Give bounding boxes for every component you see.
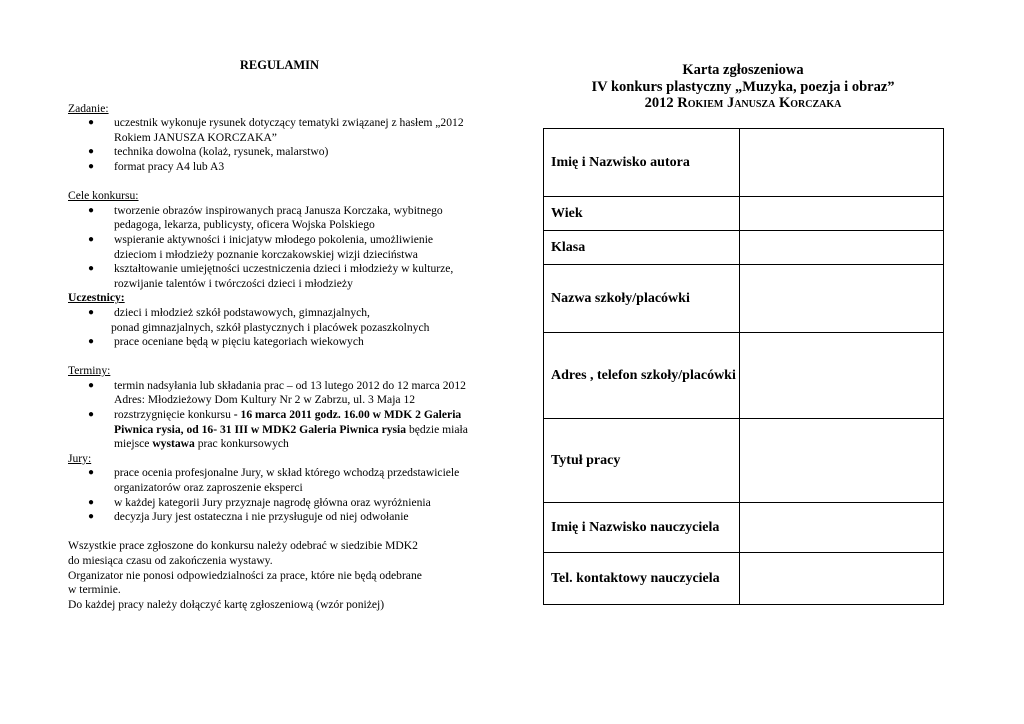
uczestnicy-continuation: ponad gimnazjalnych, szkół plastycznych i placówek pozaszkolnych [111,320,430,334]
list-item: ● rozstrzygnięcie konkursu - 16 marca 2011 godz. 16.00 w MDK 2 Galeria Piwnica rysia, od 16- 31 III w MDK2 Galeria Piwnica rysia będzie miała miejsce wystawa prac konkursowych [88,408,468,451]
bullet-icon: ● [88,146,95,158]
form-row [544,197,944,231]
entry-form-table [543,128,944,605]
form-field-value[interactable] [740,419,944,503]
form-field-value[interactable] [740,553,944,605]
regulamin-column [68,58,508,612]
form-row [544,333,944,419]
bullet-icon: ● [88,409,95,421]
jury-heading: Jury: [68,451,92,465]
form-field-label: Adres , telefon szkoły/placówki [544,333,740,419]
form-field-value[interactable] [740,265,944,333]
list-item: ● technika dowolna (kolaż, rysunek, malarstwo) [88,145,329,159]
bullet-icon: ● [88,496,95,508]
cele-heading: Cele konkursu: [68,189,139,203]
form-field-label: Nazwa szkoły/placówki [544,265,740,333]
form-field-label: Tytuł pracy [544,419,740,503]
bullet-icon: ● [88,117,95,129]
list-item: ● prace oceniane będą w pięciu kategoriach wiekowych [88,335,364,349]
list-item: ● format pracy A4 lub A3 [88,159,225,173]
karta-subtitle: IV konkurs plastyczny „Muzyka, poezja i obraz” [591,78,895,95]
list-item: ● kształtowanie umiejętności uczestniczenia dzieci i młodzieży w kulturze, rozwijanie talentów i twórczości dzieci i młodzieży [88,262,454,290]
uczestnicy-list [68,306,508,321]
bullet-icon: ● [88,263,95,275]
form-field-label: Imię i Nazwisko autora [544,129,740,197]
bullet-icon: ● [88,467,95,479]
list-item: ● wspieranie aktywności i inicjatyw młodego pokolenia, umożliwienie dzieciom i młodzieży poznanie korczakowskiej wizji dzieciństwa [88,232,434,261]
list-item: ● uczestnik wykonuje rysunek dotyczący tematyki związanej z hasłem „2012 Rokiem JANUSZA KORCZAKA” [88,116,464,144]
closing-paragraph: Wszystkie prace zgłoszone do konkursu należy odebrać w siedzibie MDK2 do miesiąca czasu od zakończenia wystawy. Organizator nie ponosi odpowiedzialności za prace, które nie będą odebrane w terminie. Do każdej pracy należy dołączyć kartę zgłoszeniową (wzór poniżej) [68,539,422,611]
form-field-label: Wiek [544,197,740,231]
form-row [544,265,944,333]
list-item: ● tworzenie obrazów inspirowanych pracą Janusza Korczaka, wybitnego pedagoga, lekarza, publicysty, oficera Wojska Polskiego [88,203,443,232]
form-field-value[interactable] [740,129,944,197]
list-item: ● w każdej kategorii Jury przyznaje nagrodę główna oraz wyróżnienia [88,495,431,509]
regulamin-title: REGULAMIN [239,58,320,72]
form-row [544,553,944,605]
list-item: ● prace ocenia profesjonalne Jury, w skład którego wchodzą przedstawiciele organizatorów oraz zaproszenie eksperci [88,466,460,495]
karta-heading [543,62,943,112]
bullet-icon: ● [88,233,95,245]
zadanie-heading: Zadanie: [68,101,109,115]
form-field-label: Tel. kontaktowy nauczyciela [544,553,740,605]
terminy-list [68,379,508,452]
form-field-value[interactable] [740,503,944,553]
form-field-value[interactable] [740,231,944,265]
form-field-value[interactable] [740,333,944,419]
bullet-icon: ● [88,160,95,172]
bullet-icon: ● [88,379,95,391]
karta-year-line: 2012 Rokiem Janusza Korczaka [644,95,842,111]
form-field-label: Klasa [544,231,740,265]
form-row [544,129,944,197]
list-item: ● termin nadsyłania lub składania prac – od 13 lutego 2012 do 12 marca 2012 Adres: Młodzieżowy Dom Kultury Nr 2 w Zabrzu, ul. 3 Maja 12 [88,378,466,407]
zadanie-list [68,116,508,174]
bullet-icon: ● [88,306,95,318]
form-row [544,419,944,503]
terminy-heading: Terminy: [68,364,111,378]
form-field-label: Imię i Nazwisko nauczyciela [544,503,740,553]
bullet-icon: ● [88,511,95,523]
list-item: ● decyzja Jury jest ostateczna i nie przysługuje od niej odwołanie [88,510,409,524]
bullet-icon: ● [88,204,95,216]
form-row [544,503,944,553]
list-item: ● dzieci i młodzież szkół podstawowych, gimnazjalnych, [88,305,370,319]
jury-list [68,466,508,524]
karta-title: Karta zgłoszeniowa [682,62,804,78]
bullet-icon: ● [88,336,95,348]
form-field-value[interactable] [740,197,944,231]
uczestnicy-heading: Uczestnicy: [68,291,125,305]
form-row [544,231,944,265]
cele-list [68,204,508,292]
karta-column [543,62,943,586]
